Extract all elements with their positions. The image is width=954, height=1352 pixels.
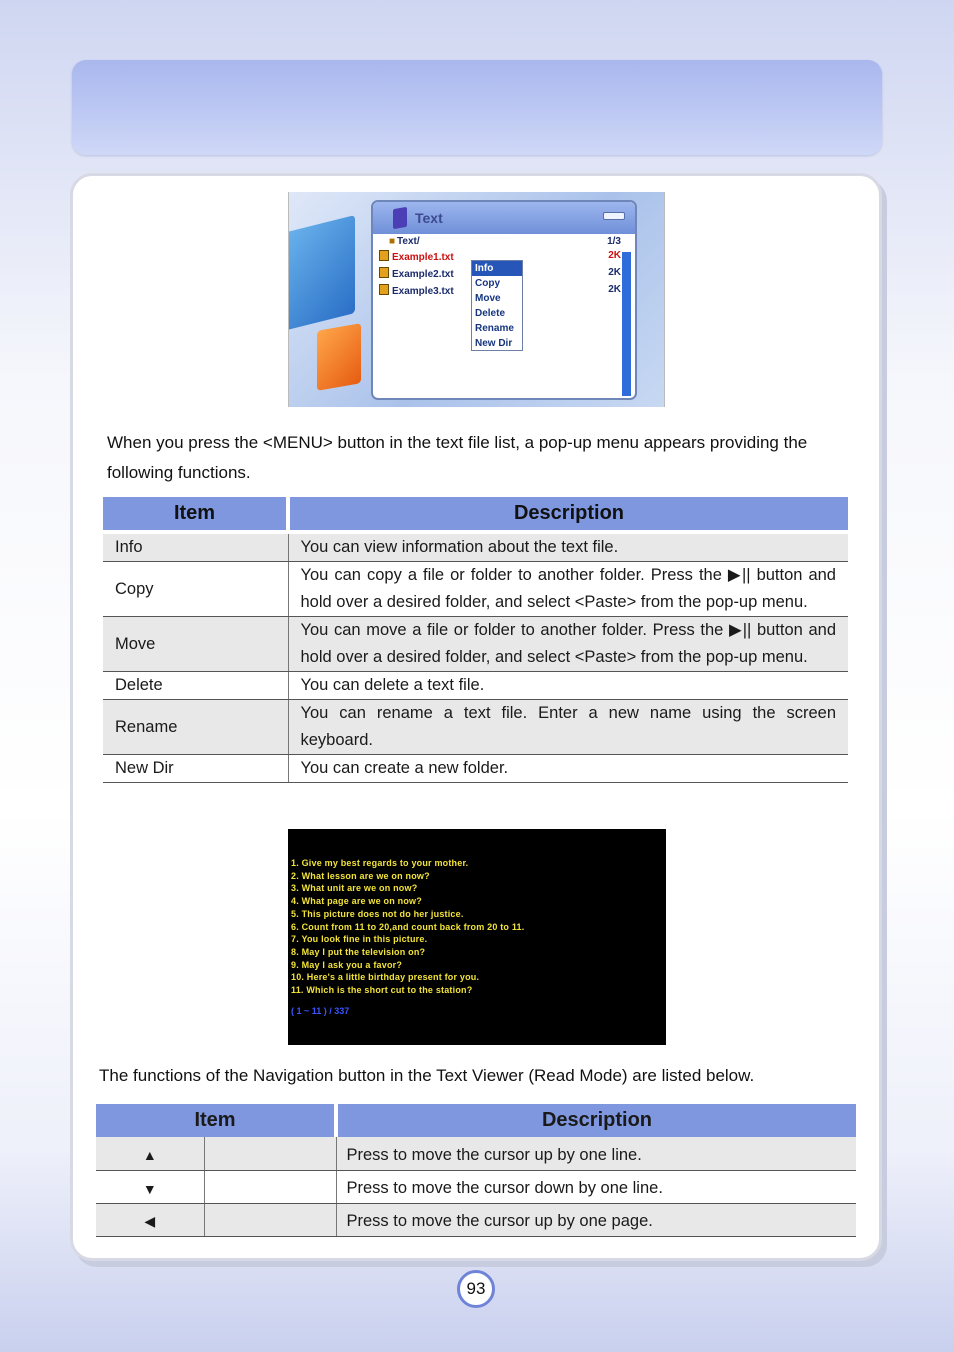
scrollbar (622, 252, 631, 396)
row-item: Move (103, 617, 288, 672)
window-titlebar (373, 202, 635, 234)
header-banner (72, 60, 882, 155)
table-row (103, 562, 848, 617)
row-description: You can delete a text file. (288, 672, 848, 700)
row-item: Rename (103, 700, 288, 755)
minimize-icon (603, 212, 625, 220)
table-row (103, 755, 848, 783)
viewer-line: 5. This picture does not do her justice. (291, 908, 464, 919)
text-window (371, 200, 637, 400)
viewer-line: 1. Give my best regards to your mother. (291, 858, 469, 868)
viewer-line: 3. What unit are we on now? (291, 883, 418, 894)
table-header-item: Item (96, 1104, 336, 1137)
row-description: You can copy a file or folder to another folder. Press the ▶|| button and hold over a desired folder, and select <Paste> from the pop-up menu. (288, 562, 848, 617)
viewer-line: 6. Count from 11 to 20,and count back from 20 to 11. (291, 921, 525, 932)
viewer-line: 7. You look fine in this picture. (291, 934, 428, 945)
row-description: You can view information about the text file. (288, 534, 848, 562)
table-header-item: Item (103, 497, 288, 530)
blue-book-icon (288, 215, 355, 331)
popup-item-rename: Rename (475, 323, 514, 334)
path-row (373, 234, 635, 248)
down-arrow-icon: ▼ (96, 1170, 204, 1203)
file-size: 2K (608, 284, 621, 295)
table-row (103, 534, 848, 562)
menu-functions-table (103, 497, 848, 783)
empty-cell (204, 1137, 336, 1170)
table-row (103, 700, 848, 755)
file-icon (379, 250, 389, 261)
path-label: Text/ (397, 236, 420, 247)
row-description: You can rename a text file. Enter a new name using the screen keyboard. (288, 700, 848, 755)
viewer-line: 8. May I put the television on? (291, 946, 426, 957)
file-icon (379, 267, 389, 278)
folder-icon: ■ (389, 236, 396, 247)
row-description: You can create a new folder. (288, 755, 848, 783)
popup-menu (471, 260, 523, 351)
table-row (103, 617, 848, 672)
viewer-line: 9. May I ask you a favor? (291, 959, 403, 970)
viewer-line: 10. Here's a little birthday present for you. (291, 972, 480, 983)
viewer-line: 4. What page are we on now? (291, 896, 422, 907)
file-size: 2K (608, 267, 621, 278)
window-title: Text (415, 210, 443, 226)
row-description: You can move a file or folder to another folder. Press the ▶|| button and hold over a desired folder, and select <Paste> from the pop-up menu. (288, 617, 848, 672)
navigation-table (96, 1104, 856, 1237)
file-name: Example2.txt (392, 269, 454, 280)
row-description: Press to move the cursor down by one line. (336, 1170, 856, 1203)
intro-paragraph: When you press the <MENU> button in the text file list, a pop-up menu appears providing the following functions. (107, 433, 808, 482)
nav-intro-paragraph: The functions of the Navigation button in the Text Viewer (Read Mode) are listed below. (99, 1066, 755, 1085)
viewer-page-indicator: ( 1 ~ 11 ) / 337 (291, 1005, 350, 1016)
text-list-screenshot (288, 192, 665, 407)
left-arrow-icon: ◀ (96, 1203, 204, 1236)
page-number: 93 (457, 1270, 495, 1308)
file-icon (379, 284, 389, 295)
empty-cell (204, 1203, 336, 1236)
viewer-line: 2. What lesson are we on now? (291, 870, 430, 881)
text-app-icon (393, 207, 407, 229)
popup-item-copy: Copy (475, 278, 500, 289)
popup-item-info: Info (472, 261, 522, 276)
table-row (96, 1170, 856, 1203)
text-viewer-screenshot (288, 829, 666, 1045)
file-name: Example1.txt (392, 252, 454, 263)
up-arrow-icon: ▲ (96, 1137, 204, 1170)
row-item: Info (103, 534, 288, 562)
empty-cell (204, 1170, 336, 1203)
table-row (96, 1137, 856, 1170)
table-header-description: Description (288, 497, 848, 530)
row-description: Press to move the cursor up by one line. (336, 1137, 856, 1170)
table-row (103, 672, 848, 700)
row-item: New Dir (103, 755, 288, 783)
popup-item-delete: Delete (475, 308, 506, 319)
orange-book-icon (317, 323, 361, 391)
table-header-description: Description (336, 1104, 856, 1137)
popup-item-move: Move (475, 293, 501, 304)
viewer-line: 11. Which is the short cut to the station? (291, 985, 473, 996)
page-count: 1/3 (607, 236, 621, 247)
file-name: Example3.txt (392, 286, 454, 297)
popup-item-new-dir: New Dir (475, 338, 513, 349)
table-row (96, 1203, 856, 1236)
row-description: Press to move the cursor up by one page. (336, 1203, 856, 1236)
row-item: Delete (103, 672, 288, 700)
file-size: 2K (608, 250, 621, 261)
row-item: Copy (103, 562, 288, 617)
